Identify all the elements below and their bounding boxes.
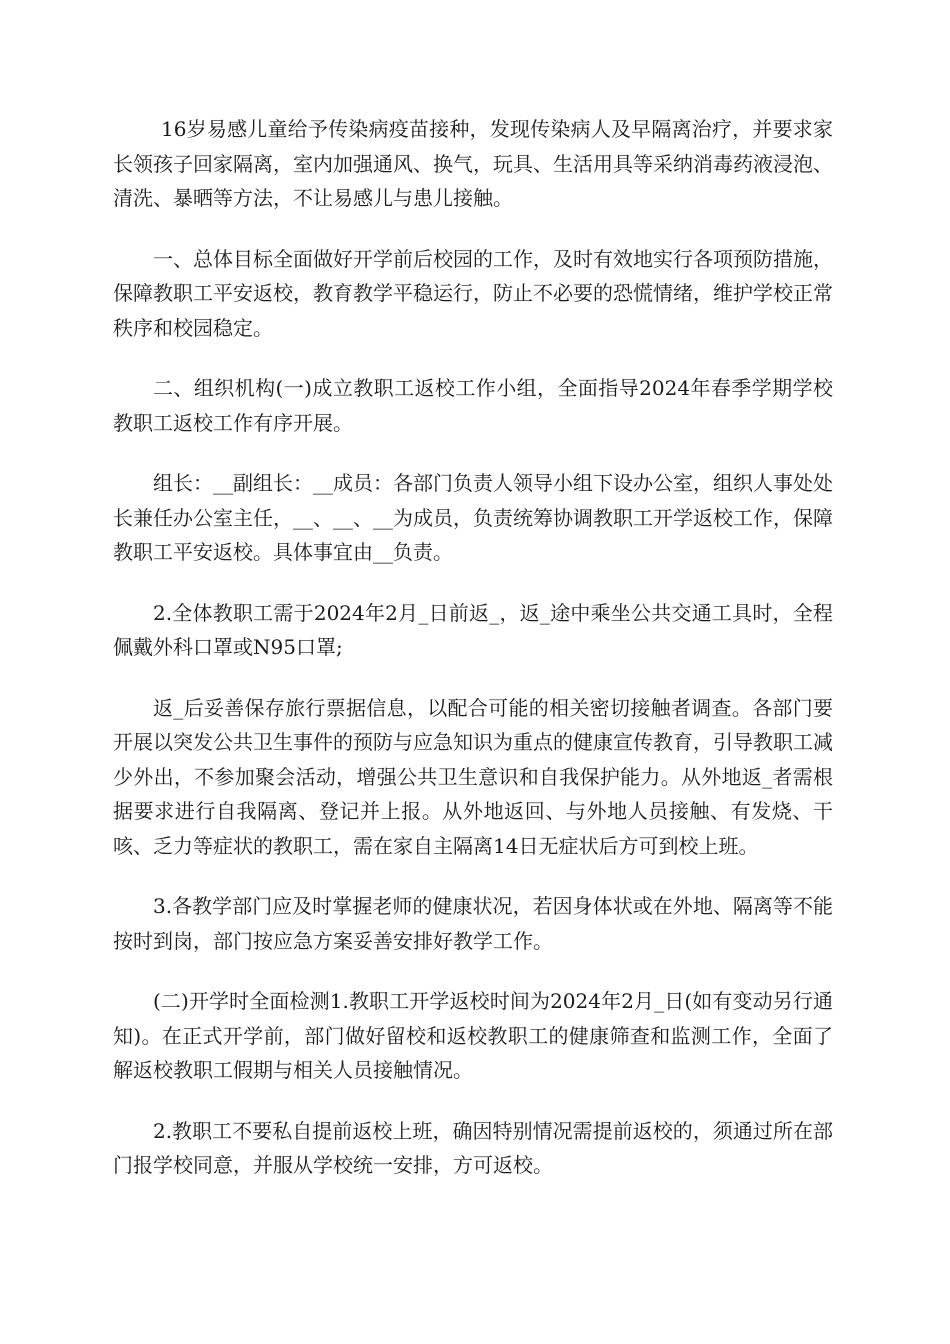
paragraph-1-text: 16岁易感儿童给予传染病疫苗接种，发现传染病人及早隔离治疗，并要求家长领孩子回家隔离，室内加强通风、换气，玩具、生活用具等采纳消毒药液浸泡、清洗、暴晒等方法，不让易感儿与患儿接触。 — [113, 117, 833, 210]
paragraph-5: 2.全体教职工需于2024年2月_日前返_，返_途中乘坐公共交通工具时，全程佩戴外科口罩或N95口罩; — [113, 600, 833, 659]
paragraph-7: 3.各教学部门应及时掌握老师的健康状况，若因身体状或在外地、隔离等不能按时到岗，部门按应急方案妥善安排好教学工作。 — [113, 894, 833, 953]
paragraph-4: 组长：__副组长：__成员：各部门负责人领导小组下设办公室，组织人事处处长兼任办公室主任，__、__、__为成员，负责统筹协调教职工开学返校工作，保障教职工平安返校。具体事宜由__负责。 — [113, 471, 833, 564]
paragraph-3: 二、组织机构(一)成立教职工返校工作小组，全面指导2024年春季学期学校教职工返校工作有序开展。 — [113, 376, 833, 435]
paragraph-2: 一、总体目标全面做好开学前后校园的工作，及时有效地实行各项预防措施，保障教职工平安返校，教育教学平稳运行，防止不必要的恐慌情绪，维护学校正常秩序和校园稳定。 — [113, 246, 833, 340]
paragraph-1 — [113, 112, 833, 216]
paragraph-8: (二)开学时全面检测1.教职工开学返校时间为2024年2月_日(如有变动另行通知)。在正式开学前，部门做好留校和返校教职工的健康筛查和监测工作，全面了解返校教职工假期与相关人员接触情况。 — [113, 989, 833, 1082]
paragraph-6: 返_后妥善保存旅行票据信息，以配合可能的相关密切接触者调查。各部门要开展以突发公共卫生事件的预防与应急知识为重点的健康宣传教育，引导教职工减少外出，不参加聚会活动，增强公共卫生意识和自我保护能力。从外地返_者需根据要求进行自我隔离、登记并上报。从外地返回、与外地人员接触、有发烧、干咳、乏力等症状的教职工，需在家自主隔离14日无症状后方可到校上班。 — [113, 695, 833, 858]
paragraph-9: 2.教职工不要私自提前返校上班，确因特别情况需提前返校的，须通过所在部门报学校同意，并服从学校统一安排，方可返校。 — [113, 1118, 833, 1177]
document-body — [113, 112, 833, 1209]
